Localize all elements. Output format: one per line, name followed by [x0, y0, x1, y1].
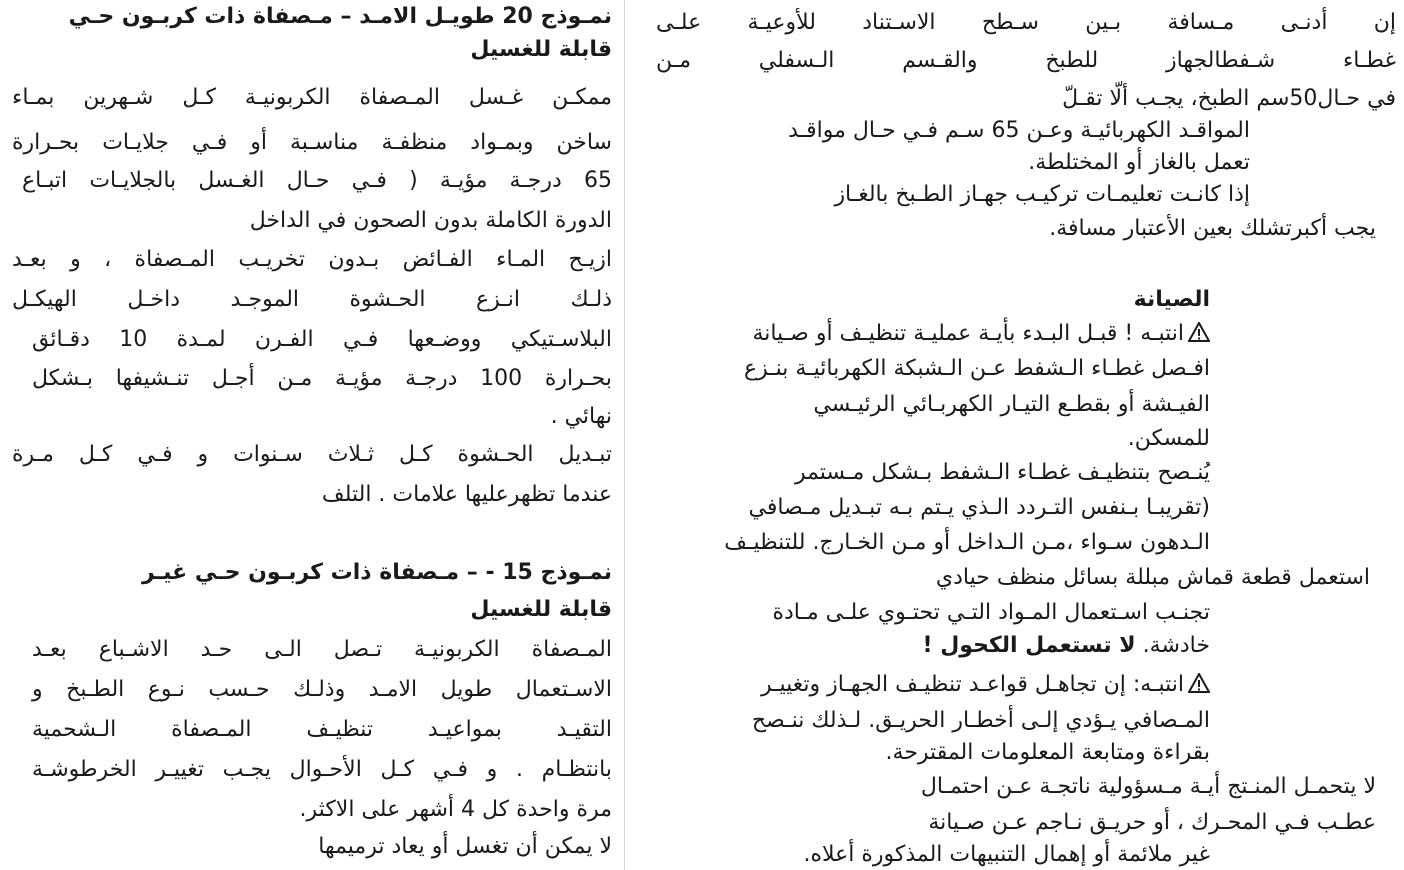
maintenance-line [761, 672, 1210, 698]
intro-line: إن أدنـى مـسافة بـين سـطح الاسـتناد للأوعيـة علـى [656, 10, 1396, 35]
model15-heading-cont: قابلة للغسيل [470, 597, 612, 622]
maintenance-line: افـصل غطـاء الـشفط عـن الـشبكة الكهربائيـة بنـزع [743, 356, 1210, 381]
maintenance-line: (تقريبـا بـنفس التـردد الـذي يـتم بـه تبـديل مـصافي [748, 495, 1210, 520]
intro-line: المواقـد الكهربائيـة وعـن 65 سـم فـي حـال مواقـد [788, 118, 1250, 143]
maintenance-line: الـدهون سـواء ،مـن الـداخل أو مـن الخـارج. للتنظيـف [724, 530, 1210, 555]
maintenance-line: المـصافي يـؤدي إلـى أخطـار الحريـق. لـذلك ننـصح [751, 708, 1210, 733]
model20-line: الدورة الكاملة بدون الصحون في الداخل [249, 208, 612, 233]
warning-triangle-icon [1188, 322, 1210, 342]
maintenance-line [752, 321, 1210, 347]
model20-heading: نمـوذج 20 طويـل الامـد – مـصفاة ذات كربـون حـي [68, 4, 612, 29]
column-divider [624, 0, 625, 870]
intro-line: تعمل بالغاز أو المختلطة. [1028, 150, 1250, 175]
maintenance-line: بقراءة ومتابعة المعلومات المقترحة. [885, 740, 1210, 765]
maintenance-line: تجنـب اسـتعمال المـواد التـي تحتـوي علـى مـادة [772, 600, 1210, 625]
model15-line: مرة واحدة كل 4 أشهر على الاكثر. [299, 797, 612, 822]
no-alcohol-text: لا تستعمل الكحول ! [922, 633, 1136, 658]
model20-line: عندما تظهرعليها علامات . التلف [321, 482, 612, 507]
left-column [12, 0, 612, 870]
warning-text-prefix: خادشة. [1135, 633, 1210, 658]
maintenance-line: غير ملائمة أو إهمال التنبيهات المذكورة أعلاه. [803, 842, 1210, 867]
warning-triangle-icon [1188, 673, 1210, 693]
model20-line: تبـديل الحـشوة كـل ثـلاث سـنوات و فـي كـل مـرة [12, 442, 612, 467]
model20-line: نهائي . [550, 404, 612, 429]
maintenance-heading: الصيانة [1133, 287, 1210, 312]
maintenance-line: الفيـشة أو بقطـع التيـار الكهربـائي الرئيـسي [813, 392, 1210, 417]
model15-heading: نمـوذج 15 - – مـصفاة ذات كربـون حـي غيـر [141, 560, 612, 585]
model15-line: التقيـد بمواعيـد تنظيـف المـصفاة الـشحمية [32, 717, 612, 742]
model20-line: 65 درجـة مؤيـة ( فـي حـال الغـسل بالجلايـات اتبـاع [22, 168, 612, 193]
model20-line: ساخن وبمـواد منظفـة مناسـبة أو فـي جلايـات بحـرارة [12, 130, 612, 155]
intro-line: غطـاء شـفطالجهاز للطبخ والقـسم الـسفلي مـن [656, 48, 1396, 73]
model15-line: بانتظـام . و فـي كـل الأحـوال يجـب تغييـر الخرطوشـة [32, 757, 612, 782]
model20-line: البلاسـتيكي ووضـعها فـي الفـرن لمـدة 10 دقـائق [32, 327, 612, 352]
maintenance-line: عطـب فـي المحـرك ، أو حريـق نـاجم عـن صـيانة [928, 810, 1376, 835]
warning-text: انتبـه: إن تجاهـل قواعـد تنظيـف الجهـاز وتغييـر [760, 672, 1184, 697]
maintenance-line: للمسكن. [1127, 426, 1210, 451]
model20-line: ازيـح المـاء الفـائض بـدون تخريـب المـصفاة ، و بعـد [12, 247, 612, 272]
model20-heading-cont: قابلة للغسيل [470, 37, 612, 62]
intro-line: في حـال50سم الطبخ، يجـب ألّا تقـلّ [1062, 86, 1396, 111]
warning-text: انتبـه ! قبـل البـدء بأيـة عمليـة تنظيـف أو صـيانة [752, 321, 1184, 346]
maintenance-line: لا يتحمـل المنـتج أيـة مـسؤولية ناتجـة عـن احتمـال [920, 774, 1376, 799]
model20-line: ذلـك انـزع الحـشوة الموجـد داخـل الهيكـل [12, 287, 612, 312]
model15-line: الاسـتعمال طويل الامـد وذلـك حـسب نـوع الطـبخ و [32, 677, 612, 702]
model15-line: لا يمكن أن تغسل أو يعاد ترميمها [318, 834, 612, 859]
intro-line: يجب أكبرتشلك بعين الأعتبار مسافة. [1049, 216, 1376, 241]
model15-line: المـصفاة الكربونيـة تـصل الـى حـد الاشـباع بعـد [32, 637, 612, 662]
model20-line: ممكـن غـسل المـصفاة الكربونيـة كـل شـهرين بمـاء [12, 85, 612, 110]
maintenance-line: استعمل قطعة قماش مبللة بسائل منظف حيادي [935, 565, 1370, 590]
intro-line: إذا كانـت تعليمـات تركيـب جهـاز الطـبخ بالغـاز [834, 182, 1250, 207]
model20-line: بحـرارة 100 درجـة مؤيـة مـن أجـل تنـشيفها بـشكل [32, 366, 612, 391]
right-column [640, 0, 1396, 870]
maintenance-line [923, 633, 1211, 659]
maintenance-line: يُنـصح بتنظيـف غطـاء الـشفط بـشكل مـستمر [794, 460, 1210, 485]
